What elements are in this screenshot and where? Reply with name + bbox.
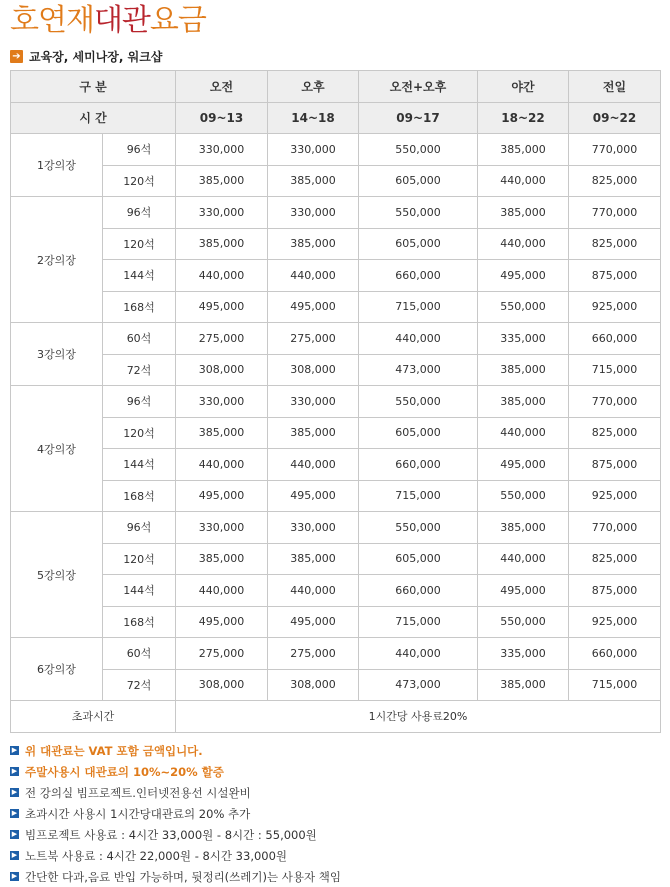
seat-capacity: 168석 [103, 480, 176, 512]
price-cell: 495,000 [478, 260, 569, 292]
price-cell: 495,000 [176, 480, 268, 512]
seat-capacity: 144석 [103, 260, 176, 292]
table-row [11, 543, 661, 575]
price-cell: 440,000 [176, 575, 268, 607]
triangle-bullet-icon: ▶ [11, 746, 18, 754]
price-cell: 495,000 [176, 291, 268, 323]
note-item [10, 866, 341, 887]
price-cell: 495,000 [478, 449, 569, 481]
overtime-row [11, 701, 661, 733]
note-text: 주말사용시 대관료의 10%~20% 할증 [25, 764, 224, 779]
price-cell: 385,000 [176, 228, 268, 260]
price-cell: 308,000 [176, 669, 268, 701]
price-cell: 335,000 [478, 323, 569, 355]
room-name: 2강의장 [11, 197, 103, 323]
notes-list [10, 740, 341, 887]
note-item [10, 782, 341, 803]
header-category: 구 분 [11, 71, 176, 103]
overtime-value: 1시간당 사용료20% [176, 701, 661, 733]
price-cell: 605,000 [359, 543, 478, 575]
seat-capacity: 60석 [103, 323, 176, 355]
price-cell: 550,000 [478, 291, 569, 323]
table-row [11, 228, 661, 260]
price-cell: 660,000 [359, 449, 478, 481]
price-cell: 495,000 [268, 480, 359, 512]
price-cell: 495,000 [268, 606, 359, 638]
price-cell: 875,000 [569, 260, 661, 292]
header-row-time [11, 102, 661, 134]
price-cell: 825,000 [569, 165, 661, 197]
price-cell: 330,000 [176, 386, 268, 418]
price-cell: 385,000 [268, 165, 359, 197]
price-cell: 440,000 [478, 417, 569, 449]
price-cell: 385,000 [478, 354, 569, 386]
table-row [11, 165, 661, 197]
price-cell: 550,000 [359, 197, 478, 229]
title-part: 요금 [149, 3, 206, 38]
seat-capacity: 60석 [103, 638, 176, 670]
note-item [10, 803, 341, 824]
price-cell: 495,000 [268, 291, 359, 323]
table-row [11, 134, 661, 166]
price-cell: 550,000 [478, 606, 569, 638]
price-cell: 275,000 [176, 638, 268, 670]
note-item [10, 845, 341, 866]
note-text: 위 대관료는 VAT 포함 금액입니다. [25, 743, 203, 758]
seat-capacity: 96석 [103, 512, 176, 544]
price-cell: 770,000 [569, 386, 661, 418]
time-morning: 09~13 [176, 102, 268, 134]
seat-capacity: 144석 [103, 575, 176, 607]
room-name: 6강의장 [11, 638, 103, 701]
price-cell: 825,000 [569, 417, 661, 449]
time-afternoon: 14~18 [268, 102, 359, 134]
price-cell: 308,000 [268, 354, 359, 386]
note-text: 간단한 다과,음료 반입 가능하며, 뒷정리(쓰레기)는 사용자 책임 [25, 869, 341, 884]
table-row [11, 260, 661, 292]
price-cell: 550,000 [359, 512, 478, 544]
price-cell: 275,000 [268, 323, 359, 355]
price-cell: 770,000 [569, 512, 661, 544]
price-cell: 385,000 [478, 512, 569, 544]
price-cell: 440,000 [268, 449, 359, 481]
price-cell: 473,000 [359, 354, 478, 386]
price-cell: 550,000 [359, 386, 478, 418]
price-cell: 440,000 [268, 260, 359, 292]
table-row [11, 291, 661, 323]
price-cell: 385,000 [176, 417, 268, 449]
price-cell: 660,000 [359, 260, 478, 292]
price-cell: 825,000 [569, 228, 661, 260]
table-row [11, 669, 661, 701]
table-row [11, 575, 661, 607]
price-cell: 495,000 [176, 606, 268, 638]
price-cell: 330,000 [176, 512, 268, 544]
price-cell: 715,000 [359, 606, 478, 638]
room-name: 5강의장 [11, 512, 103, 638]
price-cell: 550,000 [359, 134, 478, 166]
price-cell: 440,000 [359, 638, 478, 670]
price-cell: 440,000 [359, 323, 478, 355]
seat-capacity: 96석 [103, 134, 176, 166]
price-cell: 495,000 [478, 575, 569, 607]
table-row [11, 480, 661, 512]
note-item [10, 761, 341, 782]
price-cell: 925,000 [569, 480, 661, 512]
price-cell: 440,000 [478, 165, 569, 197]
price-cell: 660,000 [569, 638, 661, 670]
price-cell: 385,000 [478, 134, 569, 166]
price-cell: 660,000 [569, 323, 661, 355]
triangle-bullet-icon: ▶ [11, 809, 18, 817]
table-row [11, 354, 661, 386]
seat-capacity: 168석 [103, 291, 176, 323]
note-item [10, 740, 341, 761]
seat-capacity: 72석 [103, 354, 176, 386]
room-name: 3강의장 [11, 323, 103, 386]
price-cell: 385,000 [268, 228, 359, 260]
seat-capacity: 168석 [103, 606, 176, 638]
price-cell: 770,000 [569, 134, 661, 166]
price-cell: 715,000 [359, 291, 478, 323]
price-cell: 715,000 [569, 669, 661, 701]
seat-capacity: 120석 [103, 228, 176, 260]
header-full-day: 전일 [569, 71, 661, 103]
seat-capacity: 144석 [103, 449, 176, 481]
price-cell: 335,000 [478, 638, 569, 670]
price-cell: 473,000 [359, 669, 478, 701]
table-row [11, 449, 661, 481]
price-cell: 605,000 [359, 165, 478, 197]
price-cell: 605,000 [359, 228, 478, 260]
header-morning: 오전 [176, 71, 268, 103]
page-title [10, 2, 206, 40]
price-cell: 875,000 [569, 449, 661, 481]
price-cell: 308,000 [268, 669, 359, 701]
header-afternoon: 오후 [268, 71, 359, 103]
price-cell: 440,000 [268, 575, 359, 607]
price-cell: 330,000 [176, 134, 268, 166]
arrow-right-icon: ➔ [10, 50, 23, 63]
price-cell: 825,000 [569, 543, 661, 575]
price-cell: 330,000 [268, 512, 359, 544]
price-cell: 440,000 [478, 543, 569, 575]
seat-capacity: 96석 [103, 197, 176, 229]
table-row [11, 386, 661, 418]
room-name: 1강의장 [11, 134, 103, 197]
note-text: 빔프로젝트 사용료 : 4시간 33,000원 - 8시간 : 55,000원 [25, 827, 317, 842]
price-cell: 385,000 [176, 543, 268, 575]
time-full-day: 09~22 [569, 102, 661, 134]
overtime-label: 초과시간 [11, 701, 176, 733]
price-cell: 275,000 [268, 638, 359, 670]
title-part: 대관 [93, 3, 150, 38]
seat-capacity: 72석 [103, 669, 176, 701]
price-cell: 715,000 [569, 354, 661, 386]
price-cell: 925,000 [569, 606, 661, 638]
triangle-bullet-icon: ▶ [11, 851, 18, 859]
price-cell: 925,000 [569, 291, 661, 323]
title-part: 호연재 [10, 3, 94, 38]
price-cell: 440,000 [478, 228, 569, 260]
header-time: 시 간 [11, 102, 176, 134]
room-name: 4강의장 [11, 386, 103, 512]
seat-capacity: 120석 [103, 417, 176, 449]
note-text: 노트북 사용료 : 4시간 22,000원 - 8시간 33,000원 [25, 848, 288, 863]
price-cell: 715,000 [359, 480, 478, 512]
table-row [11, 512, 661, 544]
note-text: 초과시간 사용시 1시간당대관료의 20% 추가 [25, 806, 251, 821]
price-cell: 385,000 [176, 165, 268, 197]
triangle-bullet-icon: ▶ [11, 872, 18, 880]
table-row [11, 638, 661, 670]
seat-capacity: 96석 [103, 386, 176, 418]
price-cell: 385,000 [478, 669, 569, 701]
price-cell: 385,000 [478, 386, 569, 418]
header-evening: 야간 [478, 71, 569, 103]
table-row [11, 606, 661, 638]
price-cell: 660,000 [359, 575, 478, 607]
price-cell: 275,000 [176, 323, 268, 355]
price-cell: 440,000 [176, 449, 268, 481]
price-cell: 440,000 [176, 260, 268, 292]
table-row [11, 323, 661, 355]
price-cell: 330,000 [268, 386, 359, 418]
section-heading [10, 48, 162, 64]
note-text: 전 강의실 빔프로젝트.인터넷전용선 시설완비 [25, 785, 251, 800]
price-cell: 605,000 [359, 417, 478, 449]
seat-capacity: 120석 [103, 165, 176, 197]
table-row [11, 417, 661, 449]
triangle-bullet-icon: ▶ [11, 830, 18, 838]
price-cell: 330,000 [176, 197, 268, 229]
price-cell: 308,000 [176, 354, 268, 386]
price-cell: 330,000 [268, 197, 359, 229]
price-cell: 875,000 [569, 575, 661, 607]
note-item [10, 824, 341, 845]
time-evening: 18~22 [478, 102, 569, 134]
price-cell: 550,000 [478, 480, 569, 512]
price-cell: 385,000 [478, 197, 569, 229]
price-cell: 385,000 [268, 543, 359, 575]
section-label: 교육장, 세미나장, 워크샵 [29, 49, 163, 64]
time-morning-afternoon: 09~17 [359, 102, 478, 134]
header-row-category [11, 71, 661, 103]
price-cell: 385,000 [268, 417, 359, 449]
price-cell: 330,000 [268, 134, 359, 166]
triangle-bullet-icon: ▶ [11, 788, 18, 796]
seat-capacity: 120석 [103, 543, 176, 575]
rental-fee-table [10, 70, 661, 733]
table-row [11, 197, 661, 229]
price-cell: 770,000 [569, 197, 661, 229]
header-morning-afternoon: 오전+오후 [359, 71, 478, 103]
triangle-bullet-icon: ▶ [11, 767, 18, 775]
